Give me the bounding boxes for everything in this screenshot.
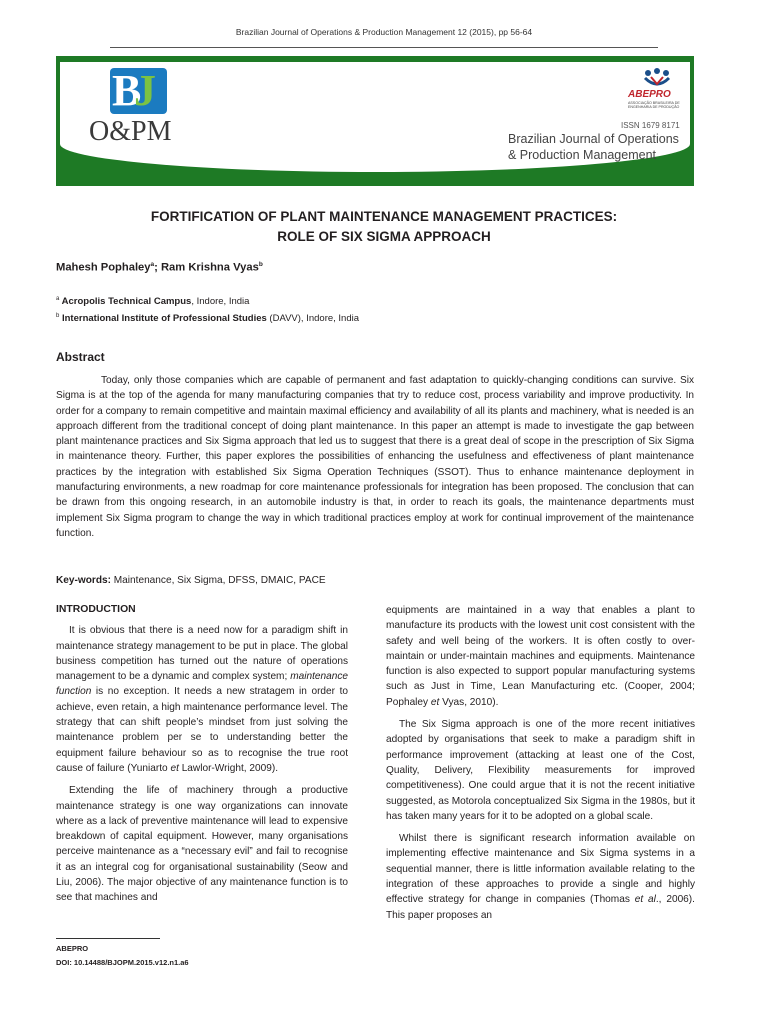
bj-logo <box>110 68 167 114</box>
right-p3-emphasis: et al <box>634 894 656 906</box>
right-paragraph-2: The Six Sigma approach is one of the more recent initiatives adopted by organisations that seek to make a paradigm shift in performance improvement (attacking at least one of the Cost, Quality, Delivery, Flexibility measurements for improved competitiveness). One could argue that it is not the recent initiative suggested, as Motorola conceptualized Six Sigma in the 1980s, but it has taken many years for it to be adopted on a global scale. <box>386 719 695 822</box>
author-1-sup: a <box>150 261 155 268</box>
affiliation-b-sup: b <box>56 313 60 319</box>
right-p1-part-b: Vyas, 2010). <box>439 696 499 708</box>
affiliation-b-location: (DAVV), Indore, India <box>266 313 360 325</box>
header-rule <box>110 47 658 48</box>
article-title <box>0 207 768 247</box>
left-p1-emphasis-2: et <box>170 762 179 774</box>
abepro-logo-icon <box>642 68 672 90</box>
logo-letter-j: J <box>134 66 156 115</box>
keywords <box>56 575 326 586</box>
affiliation-a-location: , Indore, India <box>191 296 250 308</box>
left-paragraph-2: Extending the life of machinery through a productive maintenance strategy is one way organizations can innovate where as a lack of preventive maintenance will lead to expensive breakdown of capital equipment. However, many organisations perceive maintenance as a “necessary evil” and fail to recognise it as an integral cog for organisational sustainability (Seow and Liu, 2006). The major objective of any maintenance function is to see that machines and <box>56 785 348 904</box>
logo-opm-text: O&PM <box>89 116 172 147</box>
left-p1-emphasis: maintenance function <box>56 671 348 698</box>
affiliation-b-name: International Institute of Professional Studies <box>59 313 267 325</box>
banner-journal-name <box>508 131 679 163</box>
right-p3-part-a: Whilst there is significant research information available on implementing effective maintenance and Six Sigma systems in a sequential manner, there is little information available relating to the integration of these approaches to provide a single and highly effective strategy for change in companies (Thomas <box>386 833 695 906</box>
left-column <box>56 602 348 913</box>
left-p1-part-c: Lawlor-Wright, 2009). <box>178 762 278 774</box>
right-p3-part-b: ., 2006). This paper proposes an <box>386 894 695 921</box>
introduction-heading: INTRODUCTION <box>56 604 136 615</box>
left-paragraph-1 <box>56 623 348 776</box>
affiliation-b <box>56 313 359 324</box>
right-p1-emphasis: et <box>430 696 440 708</box>
author-separator: ; <box>154 261 161 274</box>
journal-reference: Brazilian Journal of Operations & Production Management 12 (2015), pp 56-64 <box>235 27 533 37</box>
footnote-rule <box>56 938 160 939</box>
affiliation-a <box>56 296 249 307</box>
logo-letter-b: B <box>112 66 140 115</box>
title-line2: ROLE OF SIX SIGMA APPROACH <box>277 229 491 244</box>
footer-publisher: ABEPRO <box>56 944 89 953</box>
banner-journal-line2: & Production Management <box>508 148 657 162</box>
right-column <box>386 603 695 930</box>
author-2: Ram Krishna Vyas <box>160 261 259 274</box>
left-p1-part-b: is no exception. It needs a new stratagem in order to achieve, even retain, a high maintenance performance level. The strategy that can shift people’s mindset from just solving the maintenance problem per se to understanding better the equipment failure behaviour so as to recognise the true root cause of failure (Yuniarto <box>56 686 348 774</box>
affiliation-a-name: Acropolis Technical Campus <box>59 296 192 308</box>
journal-banner <box>56 56 694 186</box>
left-p1-part-a: It is obvious that there is a need now for a paradigm shift in maintenance strategy management to be put in place. The global business competition has turned out the nature of operations management to be a dynamic and complex system; <box>56 625 348 683</box>
abstract-text: Today, only those companies which are capable of permanent and fast adaptation to quickly-changing conditions can survive. Six Sigma is at the top of the agenda for many manufacturing companies that try to reduce cost, process variability and improve productivity. In order for a company to remain competitive and maintain maximal efficiency and availability of all its plants and machinery, what is needed is an approach different from the traditional concept of doing plant maintenance. In this paper an attempt is made to investigate the gap between plant maintenance practices and Six Sigma approach that led us to suggest that there is a great deal of scope in the prescription of Six Sigma in maintenance theory. Further, this paper explores the possibilities of enhancing the usefulness and effectiveness of plant maintenance practices by the integration with established Six Sigma Operation Techniques (SSOT). Thus to enhance maintenance deployment in manufacturing environments, a new roadmap for core maintenance professionals for integration has been proposed. The conclusion that can be drawn from this ongoing research, in an automobile industry is that, in order to reach its goals, the maintenance departments must implement Six Sigma program to change the way in which traditional practices employ at work for continual improvement of the maintenance function. <box>56 375 694 539</box>
author-1: Mahesh Pophaley <box>56 261 151 274</box>
issn: ISSN 1679 8171 <box>621 121 680 130</box>
footer-doi: DOI: 10.14488/BJOPM.2015.v12.n1.a6 <box>56 958 189 967</box>
keywords-list: Maintenance, Six Sigma, DFSS, DMAIC, PACE <box>110 575 326 586</box>
abepro-subtitle: ASSOCIAÇÃO BRASILEIRA DE ENGENHARIA DE PRODUÇÃO <box>628 101 680 109</box>
right-p1-part-a: equipments are maintained in a way that enables a plant to manufacture its products with the lowest unit cost consistent with the safety and well being of the workers. It is often costly to over-maintain or under-maintain machines and equipments. Maintenance function is also expected to support popular manufacturing systems such as Just in Time, Lean Manufacturing etc. (Cooper, 2004; Pophaley <box>386 605 695 708</box>
author-2-sup: b <box>258 261 263 268</box>
authors <box>56 261 263 274</box>
right-paragraph-1 <box>386 603 695 710</box>
title-line1: FORTIFICATION OF PLANT MAINTENANCE MANAGEMENT PRACTICES: <box>150 209 618 224</box>
abepro-name: ABEPRO <box>628 89 671 100</box>
abstract-heading: Abstract <box>56 350 105 364</box>
keywords-label: Key-words: <box>56 575 111 586</box>
banner-journal-line1: Brazilian Journal of Operations <box>508 132 679 146</box>
right-paragraph-3 <box>386 831 695 923</box>
affiliation-a-sup: a <box>56 296 60 302</box>
